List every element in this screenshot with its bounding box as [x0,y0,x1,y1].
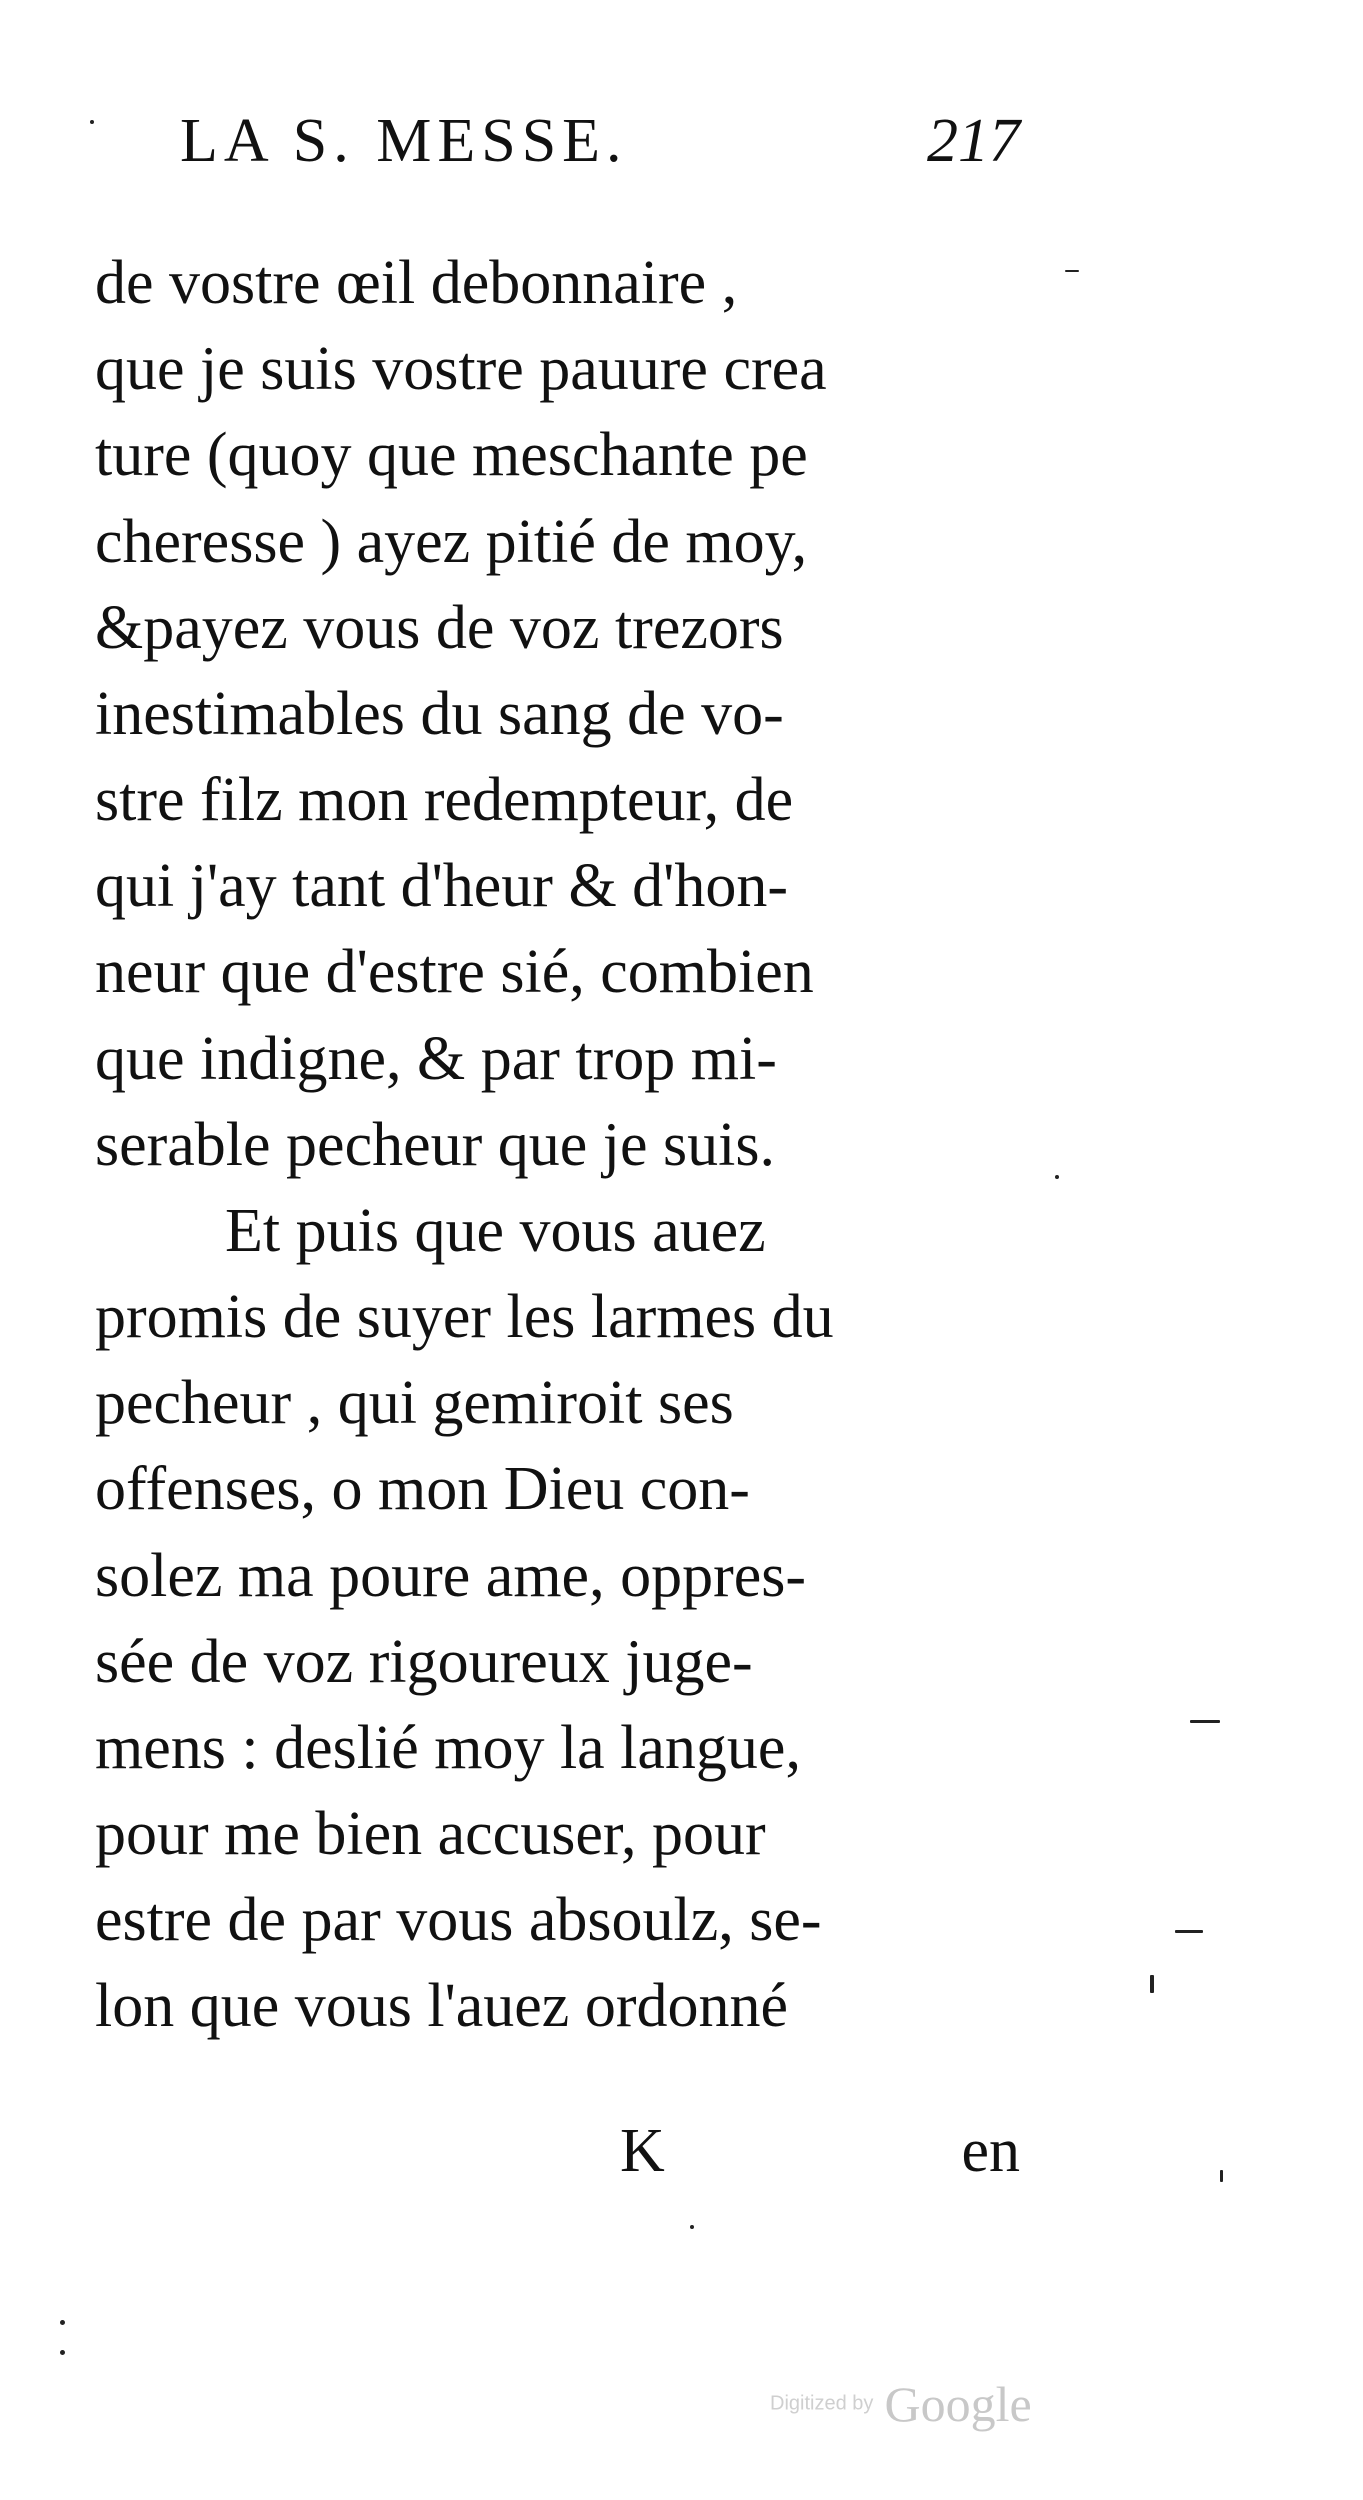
text-line: ture (quoy que meschante pe [95,421,808,490]
text-line: neur que d'estre sié, combien [95,938,814,1007]
text-line: de vostre œil debonnaire , [95,249,738,317]
paragraph-start-line: Et puis que vous auez [225,1196,766,1265]
signature-mark: K [620,2117,665,2185]
text-line: stre filz mon redempteur, de [95,766,794,835]
watermark-logo: Google [884,2376,1032,2432]
text-line: lon que vous l'auez ordonné [95,1972,788,2041]
text-line: sée de voz rigoureux juge- [95,1627,753,1696]
text-line: &payez vous de voz trezors [95,593,784,662]
catchword: en [961,2117,1020,2185]
text-line: qui j'ay tant d'heur & d'hon- [95,852,788,921]
text-line: que je suis vostre pauure crea [95,335,827,404]
scan-speck [1055,1175,1059,1179]
scan-speck [90,120,94,124]
scan-speck [1065,270,1079,272]
text-line: serable pecheur que je suis. [95,1110,776,1179]
page-footer [95,2117,1020,2210]
watermark-prefix: Digitized by [770,2392,874,2415]
text-line: que indigne, & par trop mi- [95,1024,777,1093]
text-line: offenses, o mon Dieu con- [95,1455,750,1524]
page-number: 217 [927,107,1020,175]
text-line: solez ma poure ame, oppres- [95,1541,807,1610]
text-line: mens : deslié moy la langue, [95,1713,801,1782]
running-head: LA S. MESSE. [180,107,628,175]
digitized-watermark [770,2375,1032,2445]
scan-speck [60,2320,65,2325]
text-line: inestimables du sang de vo- [95,679,784,748]
scan-speck [60,2350,65,2355]
text-line: promis de suyer les larmes du [95,1283,834,1352]
text-line: cheresse ) ayez pitié de moy, [95,507,808,576]
scan-speck [1175,1930,1203,1933]
text-line: pecheur , qui gemiroit ses [95,1369,734,1438]
page-header [180,107,1020,210]
scan-speck [1190,1720,1220,1723]
scan-speck [690,2225,694,2229]
text-line: pour me bien accuser, pour [95,1800,766,1869]
text-line: estre de par vous absoulz, se- [95,1886,822,1955]
scan-speck [1220,2170,1223,2182]
scan-speck [1150,1975,1154,1993]
body-text [95,240,1020,2050]
